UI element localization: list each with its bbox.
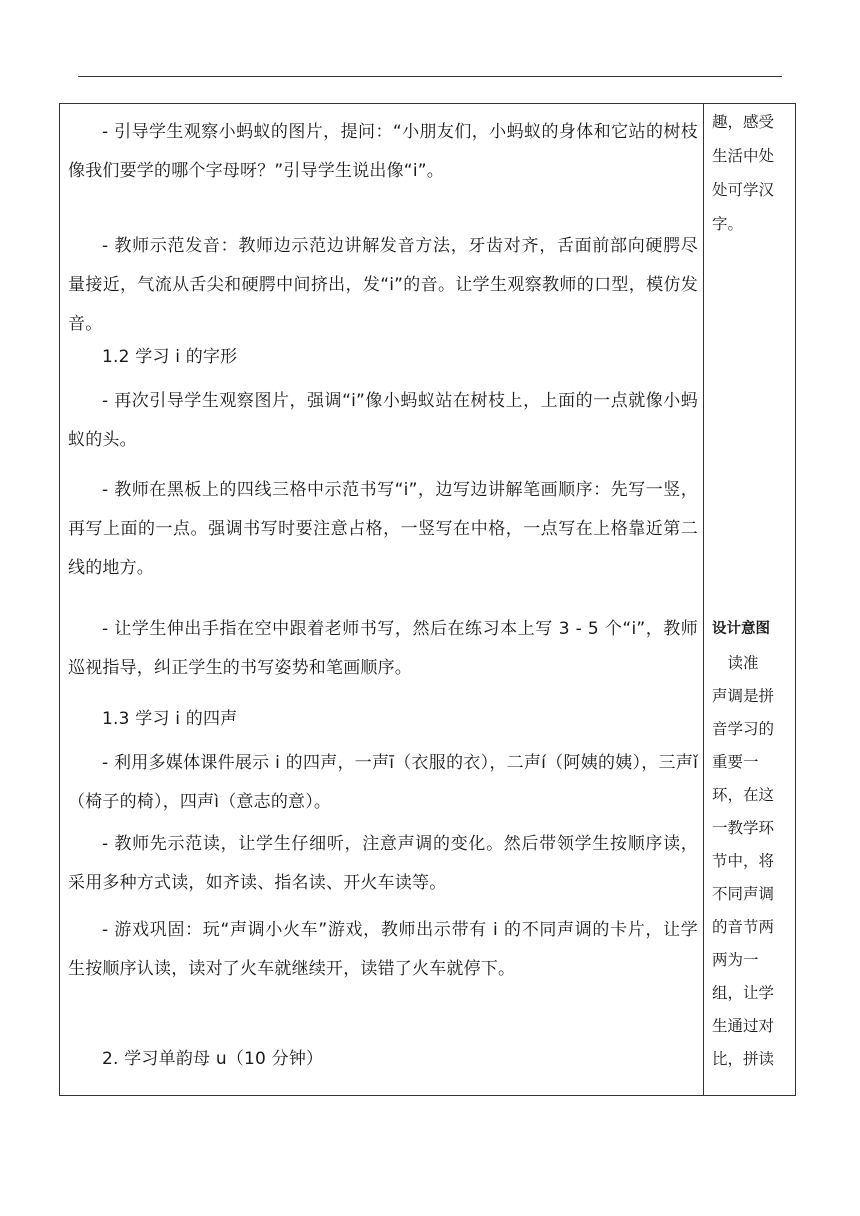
- column-divider: [703, 103, 704, 1096]
- side-line: 趣，感受: [712, 113, 775, 131]
- paragraph-game-consolidation: - 游戏巩固：玩“声调小火车”游戏，教师出示带有 i 的不同声调的卡片，让学生按顺序认读，读对了火车就继续开，读错了火车就停下。: [68, 920, 698, 979]
- side-line: 的音节两: [712, 918, 775, 936]
- side-line: 环，在这: [712, 786, 775, 804]
- side-line: 生通过对: [712, 1017, 775, 1035]
- side-line: 声调是拼: [712, 687, 775, 705]
- side-line: 生活中处: [712, 147, 775, 165]
- side-line: 处可学汉: [712, 181, 775, 199]
- section-heading-1-2: 1.2 学习 i 的字形: [102, 347, 238, 367]
- side-line: 一教学环: [712, 819, 775, 837]
- paragraph-observe-again: - 再次引导学生观察图片，强调“i”像小蚂蚁站在树枝上，上面的一点就像小蚂蚁的头。: [68, 391, 698, 450]
- side-line: 字。: [712, 215, 744, 233]
- side-line: 重要一: [712, 753, 759, 771]
- side-line: 不同声调: [712, 885, 775, 903]
- side-line: 两为一: [712, 951, 759, 969]
- side-line: 比，拼读: [712, 1050, 775, 1068]
- design-intent-heading: 设计意图: [712, 621, 770, 637]
- paragraph-teacher-demo-pronunciation: - 教师示范发音：教师边示范边讲解发音方法，牙齿对齐，舌面前部向硬腭尽量接近，气流从舌尖和硬腭中间挤出，发“i”的音。让学生观察教师的口型，模仿发音。: [68, 236, 698, 334]
- paragraph-observe-picture: - 引导学生观察小蚂蚁的图片，提问：“小朋友们，小蚂蚁的身体和它站的树枝像我们要学的哪个字母呀？”引导学生说出像“i”。: [68, 122, 698, 181]
- side-line: 组，让学: [712, 984, 775, 1002]
- side-line: 音学习的: [712, 720, 775, 738]
- paragraph-blackboard-writing: - 教师在黑板上的四线三格中示范书写“i”，边写边讲解笔画顺序：先写一竖，再写上面的一点。强调书写时要注意占格，一竖写在中格，一点写在上格靠近第二线的地方。: [68, 480, 698, 578]
- paragraph-four-tones: - 利用多媒体课件展示 i 的四声，一声ī（衣服的衣），二声í（阿姨的姨），三声ǐ（椅子的椅），四声ì（意志的意）。: [68, 753, 698, 812]
- header-rule: [78, 76, 782, 77]
- paragraph-model-reading: - 教师先示范读，让学生仔细听，注意声调的变化。然后带领学生按顺序读，采用多种方式读，如齐读、指名读、开火车读等。: [68, 834, 698, 893]
- paragraph-finger-writing: - 让学生伸出手指在空中跟着老师书写，然后在练习本上写 3 - 5 个“i”，教师巡视指导，纠正学生的书写姿势和笔画顺序。: [68, 619, 698, 678]
- side-line: 节中，将: [712, 852, 775, 870]
- side-line: 读准: [712, 654, 759, 672]
- section-heading-1-3: 1.3 学习 i 的四声: [102, 709, 238, 729]
- section-heading-2: 2. 学习单韵母 u（10 分钟）: [102, 1049, 324, 1069]
